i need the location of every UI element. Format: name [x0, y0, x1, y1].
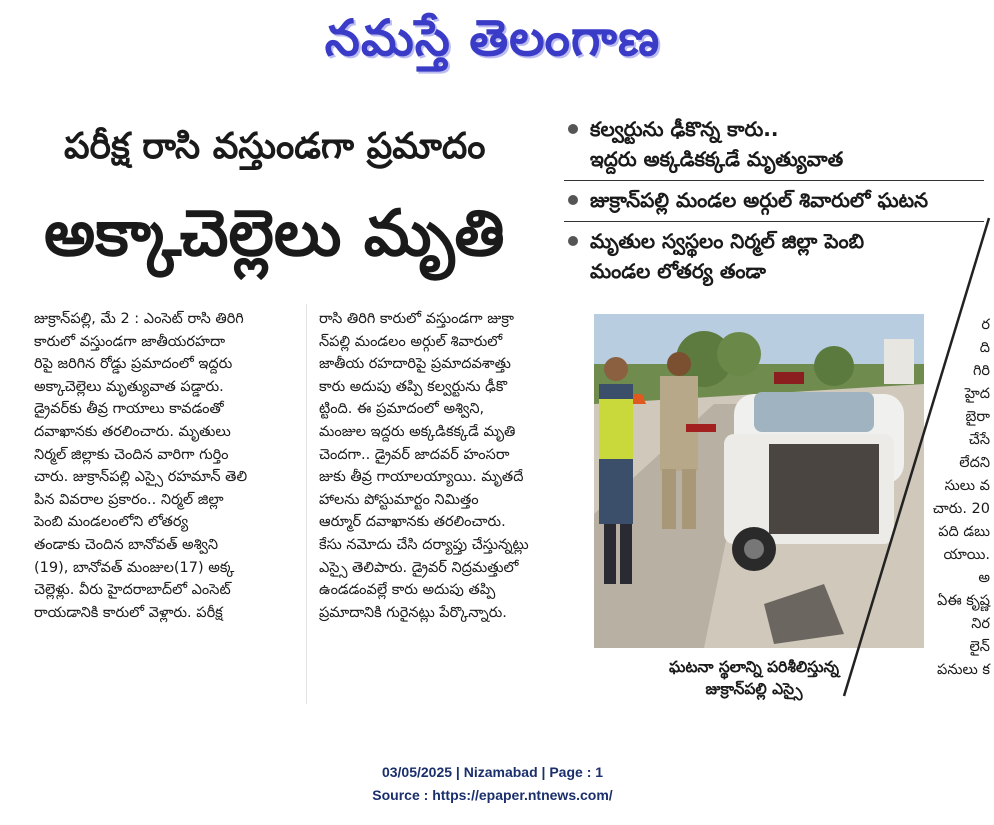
- bullet-text: మృతుల స్వస్థలం నిర్మల్ జిల్లా పెంబి మండల లోతర్య తండా: [590, 229, 865, 283]
- bullet-text: కల్వర్టును ఢీకొన్న కారు.. ఇద్దరు అక్కడికక్కడే మృత్యువాత: [590, 117, 844, 171]
- footer-source: Source : https://epaper.ntnews.com/: [372, 787, 613, 803]
- news-clipping: [34, 98, 990, 718]
- bullet-dot-icon: [568, 236, 578, 246]
- bullet-dot-icon: [568, 195, 578, 205]
- adjacent-article-fragment: ర ది గిరి హైద బైరా చేసే లేదని సులు వ చారు. 20 పది డబు యాయి. అ ఏఈ కృష్ణ నిర లైన్ పనులు క: [932, 317, 990, 678]
- bullet-item: [564, 185, 984, 222]
- headline: అక్కాచెల్లెలు మృతి: [44, 197, 505, 271]
- masthead-title: నమస్తే తెలంగాణ: [324, 9, 661, 67]
- column-divider: [306, 304, 307, 704]
- photo-caption: ఘటనా స్థలాన్ని పరిశీలిస్తున్న జుక్రాన్‌పల్లి ఎస్సై: [669, 658, 839, 698]
- footer-edition-info: 03/05/2025 | Nizamabad | Page : 1: [381, 764, 604, 780]
- bullet-item: [564, 114, 984, 181]
- bullet-text: జుక్రాన్‌పల్లి మండల అర్గుల్ శివారులో ఘటన: [590, 188, 929, 212]
- article-column-2: రాసి తిరిగి కారులో వస్తుండగా జుక్రా న్‌పల్లి మండలం అర్గుల్ శివారులో జాతీయ రహదారిపై ప్రమాదవశాత్తు కారు అదుపు తప్పి కల్వర్టును ఢీకొ ట్టింది. ఈ ప్రమాదంలో అశ్విని, మంజుల ఇద్దరు అక్కడికక్కడే మృతి చెందగా.. డ్రైవర్ జాదవర్ హంసరా జుకు తీవ్ర గాయాలయ్యాయి. మృతదే హాలను పోస్టుమార్టం నిమిత్తం ఆర్మూర్ దవాఖానకు తరలించారు. కేసు నమోదు చేసి దర్యాప్తు చేస్తున్నట్లు ఎస్సై తెలిపారు. డ్రైవర్ నిద్రమత్తులో ఉండడంవల్లే కారు అదుపు తప్పి ప్రమాదానికి గురైనట్లు పేర్కొన్నారు.: [319, 311, 529, 621]
- subheadline: పరీక్ష రాసి వస్తుండగా ప్రమాదం: [64, 126, 486, 167]
- article-column-1: జుక్రాన్‌పల్లి, మే 2 : ఎంసెట్ రాసి తిరిగి కారులో వస్తుండగా జాతీయరహదా రిపై జరిగిన రోడ్డు ప్రమాదంలో ఇద్దరు అక్కాచెల్లెలు మృత్యువాత పడ్డారు. డ్రైవర్‌కు తీవ్ర గాయాలు కావడంతో దవాఖానకు తరలించారు. మృతులు నిర్మల్ జిల్లాకు చెందిన వారిగా గుర్తిం చారు. జుక్రాన్‌పల్లి ఎస్సై రహమాన్ తెలి పిన వివరాల ప్రకారం.. నిర్మల్ జిల్లా పెంబి మండలంలోని లోతర్య తండాకు చెందిన బానోవత్ అశ్విని (19), బానోవత్ మంజుల(17) అక్క చెల్లెళ్లు. వీరు హైదరాబాద్‌లో ఎంసెట్ రాయడానికి కారులో వెళ్లారు. పరీక్ష: [34, 311, 248, 621]
- bullet-dot-icon: [568, 124, 578, 134]
